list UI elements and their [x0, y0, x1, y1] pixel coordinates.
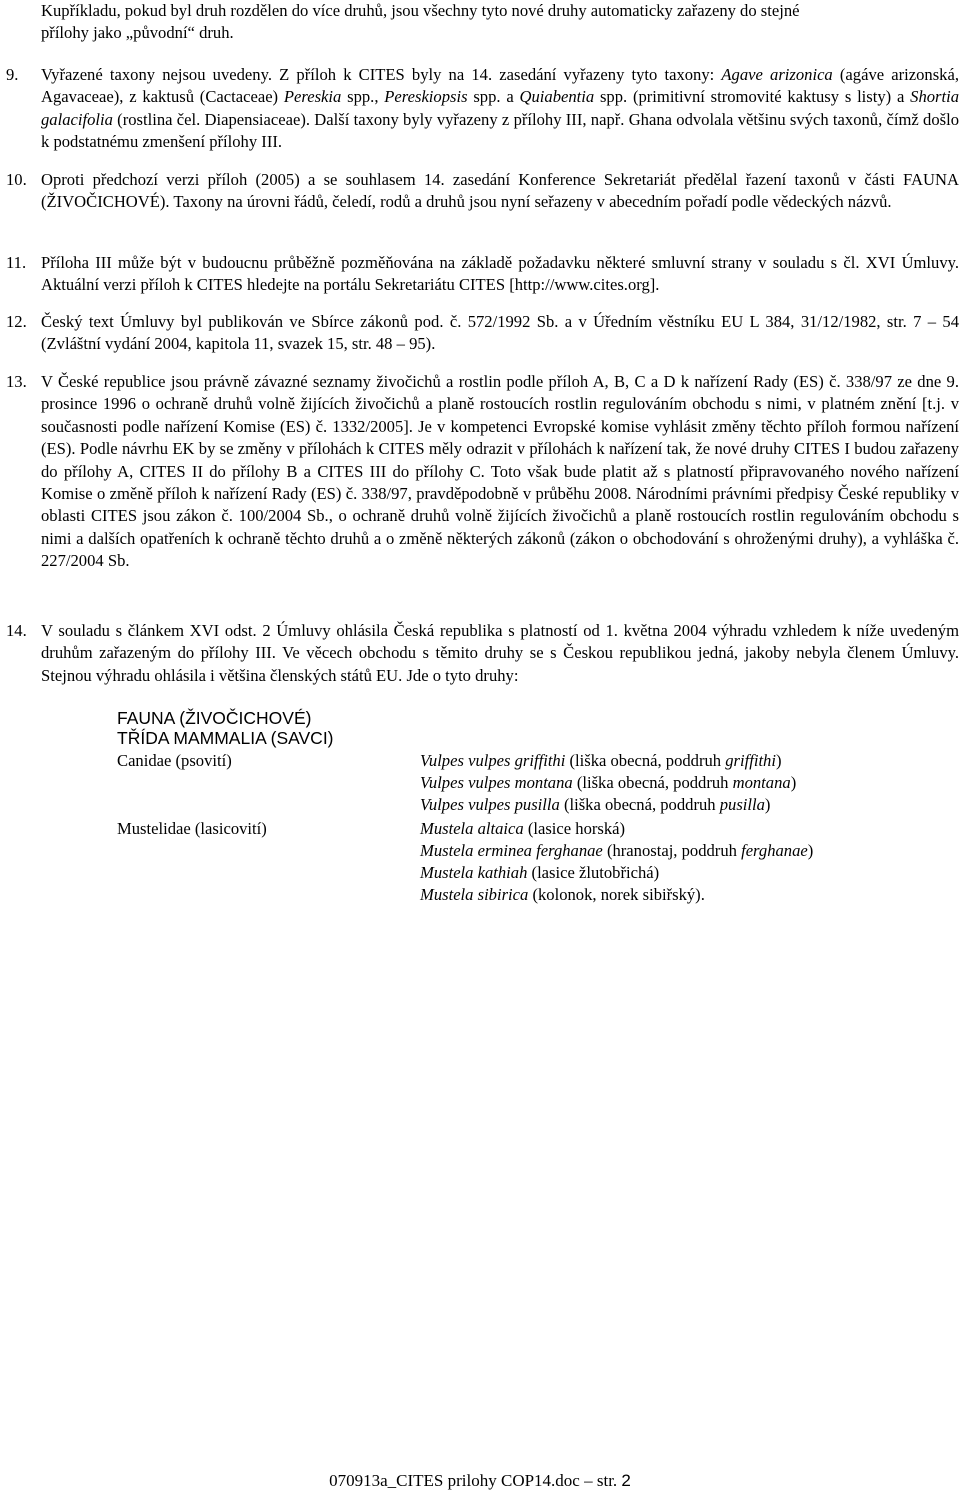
intro-line-2: přílohy jako „původní“ druh.: [41, 23, 234, 42]
species-entry: [420, 772, 796, 794]
common-name: (lasice horská): [523, 819, 626, 838]
species-row: [0, 862, 960, 884]
item-text: Oproti předchozí verzi příloh (2005) a se souhlasem 14. zasedání Konference Sekretariát předělal řazení taxonů v části FAUNA (ŽIVOČICHOVÉ). Taxony na úrovni řádů, čeledí, rodů a druhů jsou nyní seřazeny v abecedním pořadí podle vědeckých názvů.: [41, 170, 959, 212]
item-number: 12.: [6, 312, 27, 331]
text-run: ): [807, 841, 814, 860]
taxon-name: Pereskiopsis: [384, 87, 468, 107]
list-item-10: [6, 169, 959, 214]
species-row: [0, 794, 960, 816]
text-run: spp. (primitivní stromovité kaktusy s listy) a: [594, 87, 911, 107]
item-text: V České republice jsou právně závazné seznamy živočichů a rostlin podle příloh A, B, C a D k nařízení Rady (ES) č. 338/97 ze dne 9. prosince 1996 o ochraně druhů volně žijících živočichů a planě rostoucích rostlin regulováním obchodu s nimi, v platném znění [t.j. v současnosti podle nařízení Komise (ES) č. 1332/2005]. Je v kompetenci Evropské komise vyhlásit změny těchto příloh formou nařízení (ES). Podle návrhu EK by se změny v přílohách k CITES měly odrazit v přílohách k nařízení tak, že nové druhy CITES I budou zařazeny do přílohy A, CITES II do přílohy B a CITES III do přílohy C. Toto však bude platit až s platností připravovaného nového nařízení Komise o změně příloh k nařízení Rady (ES) č. 338/97, pravděpodobně v průběhu 2008. Národními právními předpisy České republiky v oblasti CITES jsou zákon č. 100/2004 Sb., o ochraně druhů volně žijících živočichů a planě rostoucích rostlin regulováním obchodu s nimi a dalších opatřeních k ochraně těchto druhů a o změně některých zákonů (zákon o obchodování s ohroženými druhy), a vyhláška č. 227/2004 Sb.: [41, 372, 959, 571]
taxon-name: Pereskia: [283, 87, 342, 107]
text-run: spp.,: [341, 87, 385, 107]
item-number: 10.: [6, 170, 27, 189]
class-heading: TŘÍDA MAMMALIA (SAVCI): [117, 728, 334, 748]
common-name: (hranostaj, poddruh: [602, 841, 742, 860]
text-run: spp. a: [467, 87, 520, 107]
subspecies-name: ferghanae: [741, 841, 808, 860]
item-number: 13.: [6, 372, 27, 391]
footer-filename: 070913a_CITES prilohy COP14.doc – str.: [329, 1471, 622, 1490]
species-name: Vulpes vulpes montana: [420, 773, 573, 792]
text-run: ): [764, 795, 771, 814]
list-item-12: [6, 311, 959, 356]
item-text: [41, 64, 959, 154]
species-row: [0, 772, 960, 794]
item-text: Příloha III může být v budoucnu průběžně pozměňována na základě požadavku některé smluvní strany v souladu s čl. XVI Úmluvy. Aktuální verzi příloh k CITES hledejte na portálu Sekretariátu CITES [http://www.cites.org].: [41, 253, 959, 295]
species-entry: [420, 750, 782, 772]
family-label: Mustelidae (lasicovití): [117, 819, 267, 838]
item-number: 9.: [6, 65, 19, 84]
text-run: ): [790, 773, 797, 792]
page-footer: [0, 1471, 960, 1491]
species-name: Mustela erminea ferghanae: [420, 841, 603, 860]
page-number: 2: [621, 1471, 631, 1490]
common-name: (lasice žlutobřichá): [527, 863, 660, 882]
common-name: (liška obecná, poddruh: [572, 773, 733, 792]
taxon-name: Agave arizonica: [721, 65, 833, 84]
species-entry: [420, 818, 625, 840]
species-row: [0, 840, 960, 862]
item-text: V souladu s článkem XVI odst. 2 Úmluvy ohlásila Česká republika s platností od 1. května 2004 výhradu vzhledem k níže uvedeným druhům zařazeným do přílohy III. Ve věcech obchodu s těmito druhy se s Českou republikou jedná, jakoby nebyla členem Úmluvy. Stejnou výhradu ohlásila i většina členských států EU. Jde o tyto druhy:: [41, 621, 959, 685]
species-name: Mustela altaica: [420, 819, 524, 838]
fauna-heading: FAUNA (ŽIVOČICHOVÉ): [117, 708, 312, 728]
item-number: 14.: [6, 621, 27, 640]
item-text: Český text Úmluvy byl publikován ve Sbírce zákonů pod. č. 572/1992 Sb. a v Úředním věstníku EU L 384, 31/12/1982, str. 7 – 54 (Zvláštní vydání 2004, kapitola 11, svazek 15, str. 48 – 95).: [41, 312, 959, 354]
species-entry: [420, 884, 705, 906]
text-run: (agáve arizonská, Agavaceae), z kaktusů (Cactaceae): [41, 65, 959, 107]
species-entry: [420, 840, 813, 862]
list-item-13: [6, 371, 959, 573]
list-item-11: [6, 252, 959, 297]
species-row: [0, 884, 960, 906]
text-run: Vyřazené taxony nejsou uvedeny. Z příloh k CITES byly na 14. zasedání vyřazeny tyto taxony:: [41, 65, 722, 84]
common-name: (liška obecná, poddruh: [559, 795, 720, 814]
species-name: Vulpes vulpes griffithi: [420, 751, 566, 770]
subspecies-name: pusilla: [719, 795, 765, 814]
common-name: (liška obecná, poddruh: [565, 751, 726, 770]
family-label: Canidae (psovití): [117, 751, 232, 770]
subspecies-name: montana: [732, 773, 791, 792]
intro-line-1: Kupříkladu, pokud byl druh rozdělen do více druhů, jsou všechny tyto nové druhy automaticky zařazeny do stejné: [41, 1, 800, 20]
species-entry: [420, 862, 659, 884]
species-name: Mustela kathiah: [420, 863, 528, 882]
species-name: Vulpes vulpes pusilla: [420, 795, 560, 814]
taxon-name: Quiabentia: [519, 87, 595, 107]
list-item-9: [6, 64, 959, 154]
species-entry: [420, 794, 770, 816]
common-name: (kolonok, norek sibiřský).: [528, 885, 705, 904]
species-name: Mustela sibirica: [420, 885, 529, 904]
text-run: ): [775, 751, 782, 770]
text-run: (rostlina čel. Diapensiaceae). Další taxony byly vyřazeny z přílohy III, např. Ghana odvolala většinu svých taxonů, čímž došlo k podstatnému zmenšení přílohy III.: [41, 109, 959, 152]
species-row: [0, 818, 960, 840]
intro-paragraph: [41, 0, 959, 44]
subspecies-name: griffithi: [725, 751, 776, 770]
species-row: [0, 750, 960, 772]
taxon-name: Shortia galacifolia: [41, 87, 960, 129]
list-item-14: [6, 620, 959, 687]
item-number: 11.: [6, 253, 27, 272]
